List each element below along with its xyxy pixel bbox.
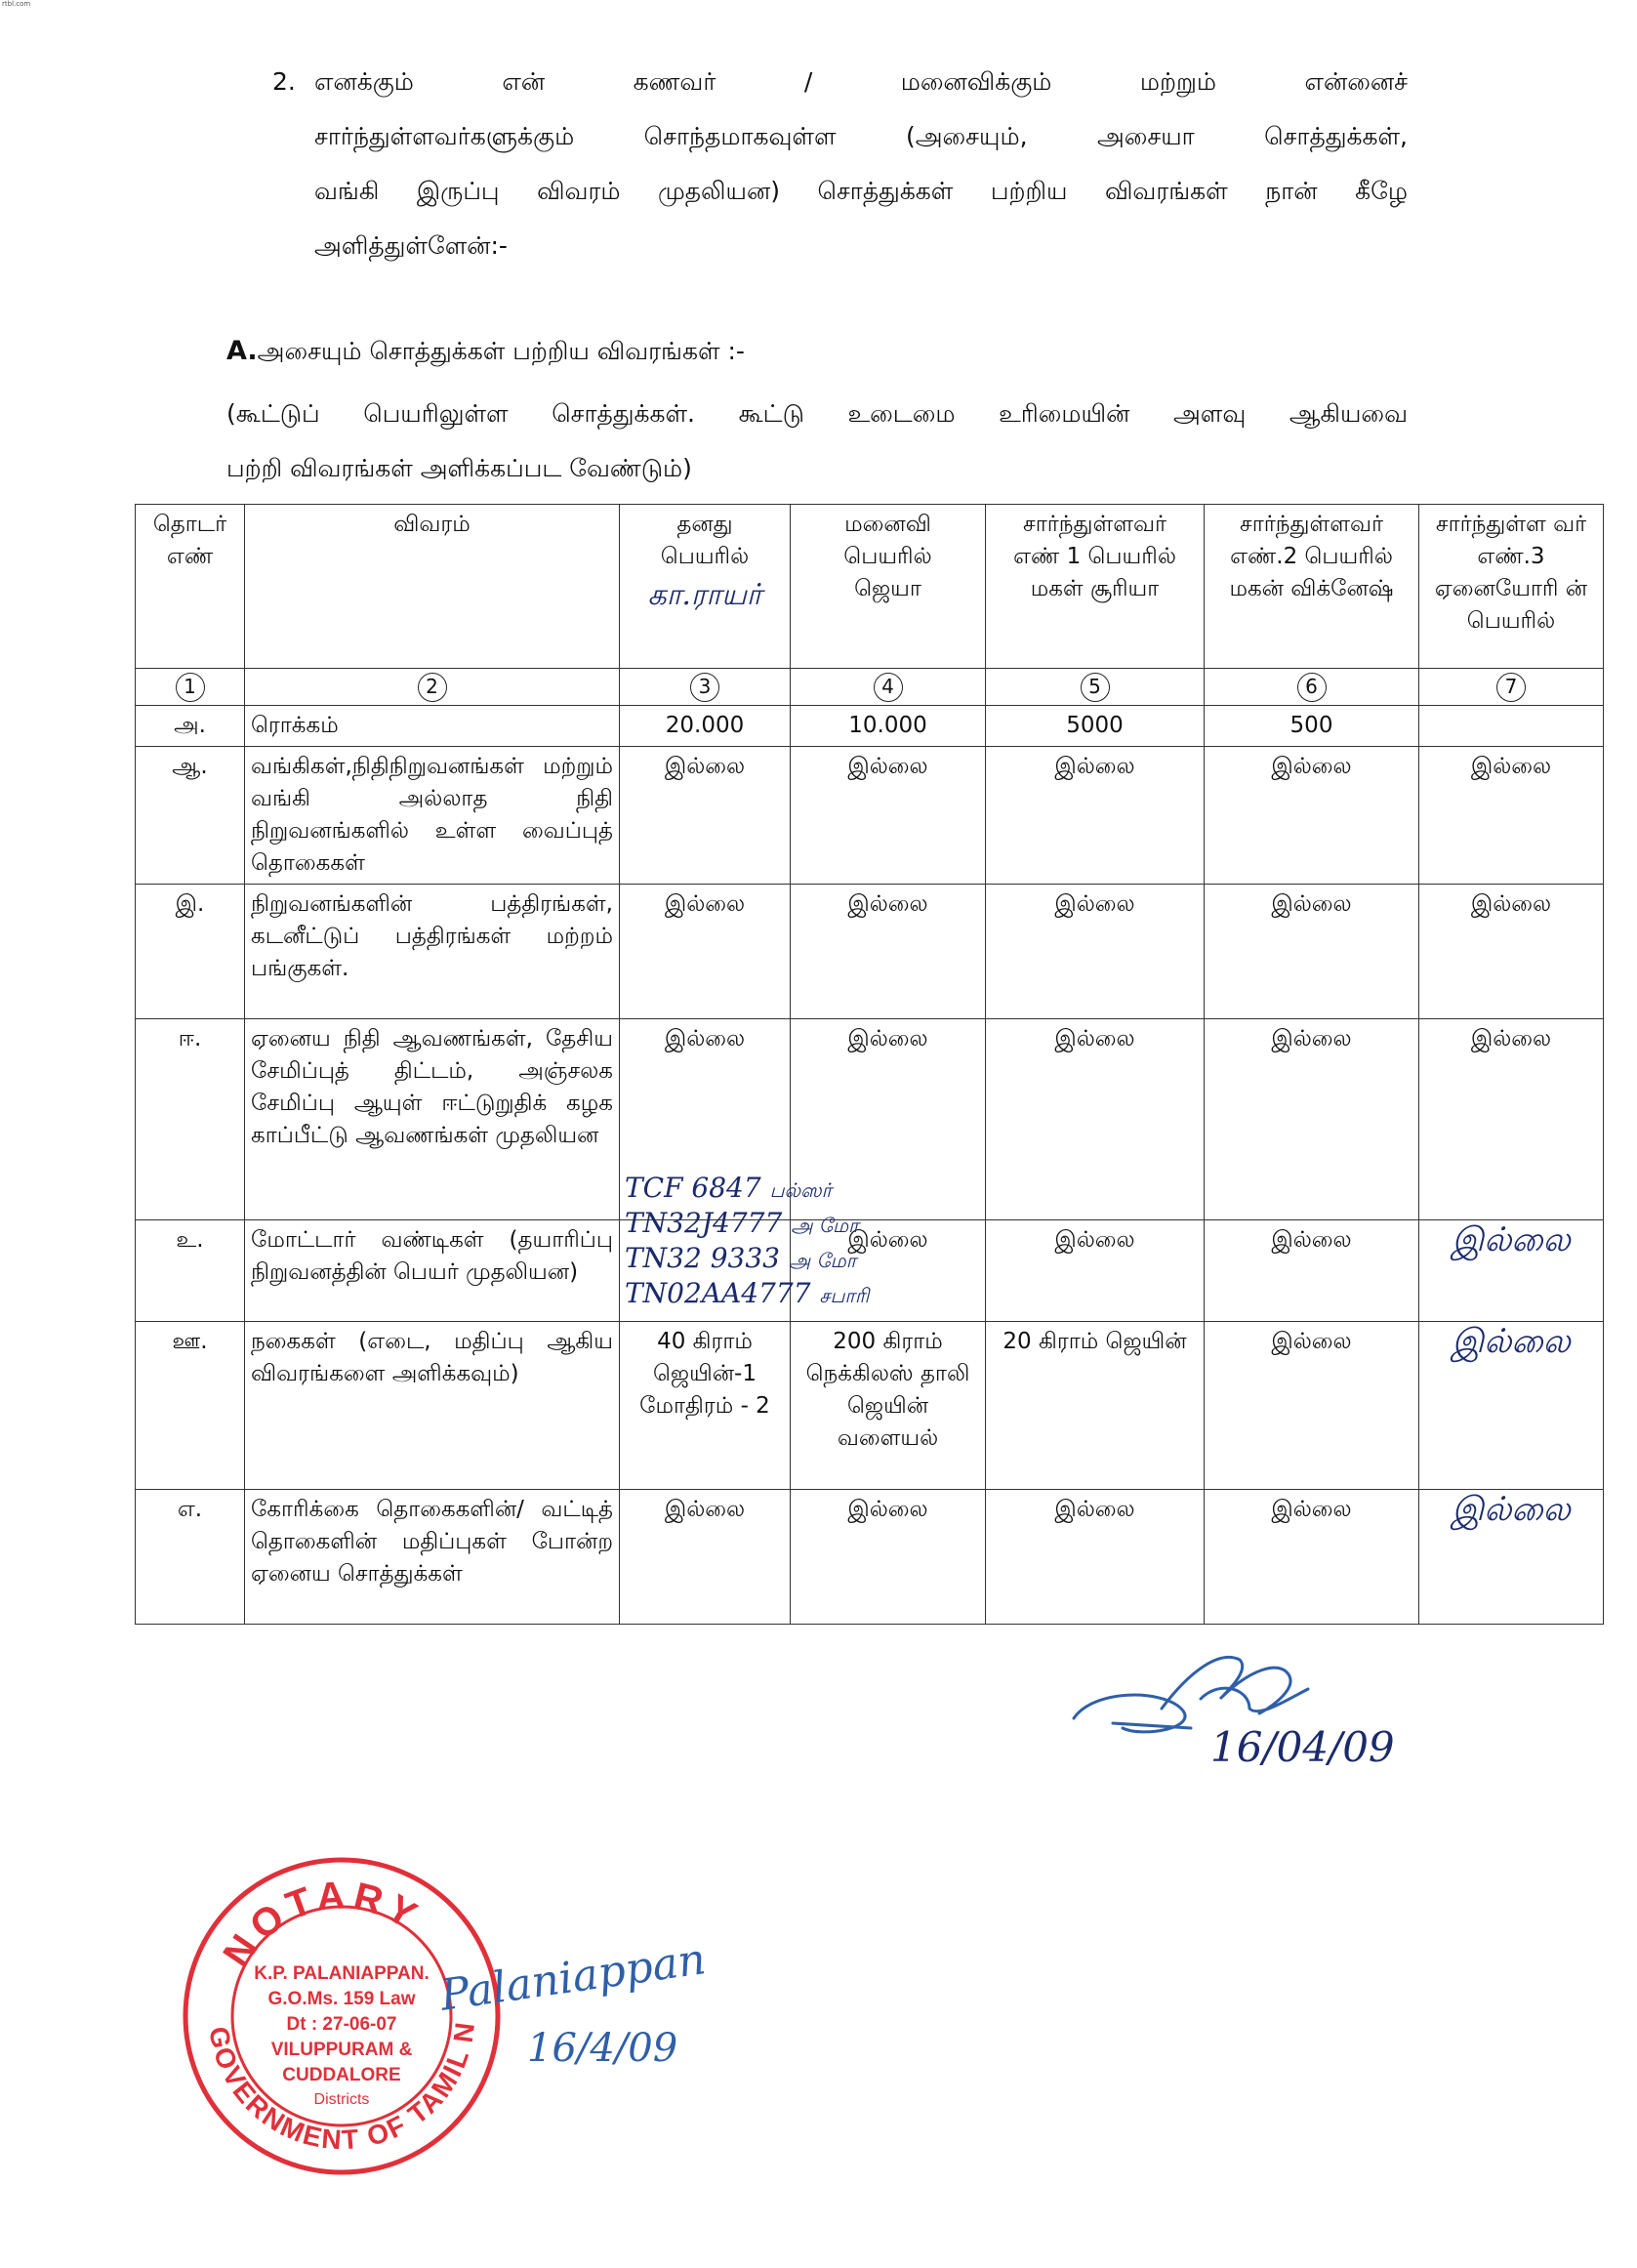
vehicle-entry xyxy=(625,1207,937,1242)
row-self: இல்லை xyxy=(620,1490,791,1625)
intro-number: 2. xyxy=(272,67,296,96)
table-row-jewellery xyxy=(136,1322,1604,1490)
row-wife: இல்லை xyxy=(791,885,986,1019)
row-dep2: இல்லை xyxy=(1205,885,1419,1019)
row-wife: இல்லை xyxy=(791,1490,986,1625)
col-number-circle: 2 xyxy=(418,673,447,702)
row-dep2: இல்லை xyxy=(1205,747,1419,885)
table-row-bonds xyxy=(136,885,1604,1019)
row-dep1: 5000 xyxy=(986,706,1205,747)
signature-date: 16/04/09 xyxy=(1210,1723,1395,1771)
vehicle-entry xyxy=(625,1277,937,1312)
declarant-signature xyxy=(1054,1630,1395,1800)
stamp-line: CUDDALORE xyxy=(282,2065,401,2085)
row-desc: கோரிக்கை தொகைகளின்/ வட்டித் தொகைளின் மதிப்புகள் போன்ற ஏனைய சொத்துக்கள் xyxy=(245,1490,620,1625)
header-self xyxy=(620,505,791,669)
row-sno: ஈ. xyxy=(136,1019,245,1220)
row-desc: ரொக்கம் xyxy=(245,706,620,747)
row-dep2: இல்லை xyxy=(1205,1490,1419,1625)
row-sno: அ. xyxy=(136,706,245,747)
row-desc: நிறுவனங்களின் பத்திரங்கள், கடனீட்டுப் பத்திரங்கள் மற்றம் பங்குகள். xyxy=(245,885,620,1019)
header-dep2: சார்ந்துள்ளவர் எண்.2 பெயரில் மகன் விக்னேஷ் xyxy=(1205,505,1419,669)
row-sno: எ. xyxy=(136,1490,245,1625)
vehicle-note: அ மோ xyxy=(788,1249,857,1272)
row-dep3: இல்லை xyxy=(1419,1490,1604,1625)
col-number-circle: 1 xyxy=(176,673,205,702)
col-number-circle: 5 xyxy=(1081,673,1110,702)
col-number xyxy=(1205,669,1419,706)
row-sno: உ. xyxy=(136,1220,245,1322)
vehicle-reg: TN02AA4777 xyxy=(625,1277,811,1309)
stamp-line: K.P. PALANIAPPAN. xyxy=(254,1963,430,1984)
row-dep1: இல்லை xyxy=(986,1019,1205,1220)
row-wife: 200 கிராம் நெக்கிலஸ் தாலி ஜெயின் வளையல் xyxy=(791,1322,986,1490)
col-number-row xyxy=(136,669,1604,706)
stamp-top-text: NOTARY xyxy=(215,1874,430,1975)
col-number xyxy=(1419,669,1604,706)
row-dep1: இல்லை xyxy=(986,1490,1205,1625)
row-self: 20.000 xyxy=(620,706,791,747)
col-number-circle: 7 xyxy=(1496,673,1526,702)
section-title: அசையும் சொத்துக்கள் பற்றிய விவரங்கள் :- xyxy=(257,337,745,365)
stamp-line: Districts xyxy=(313,2091,370,2108)
header-self-label: தனது பெயரில் xyxy=(660,512,750,569)
row-desc: நகைகள் (எடை, மதிப்பு ஆகிய விவரங்களை அளிக்கவும்) xyxy=(245,1322,620,1490)
note-line-1: (கூட்டுப் பெயரிலுள்ள சொத்துக்கள். கூட்டு உடைமை உரிமையின் அளவு ஆகியவை xyxy=(226,399,1408,428)
notary-handwritten-date: 16/4/09 xyxy=(527,2026,678,2071)
col-number xyxy=(986,669,1205,706)
section-a-heading xyxy=(226,332,745,371)
col-number xyxy=(620,669,791,706)
header-dep1: சார்ந்துள்ளவர் எண் 1 பெயரில் மகள் சூரியா xyxy=(986,505,1205,669)
stamp-line: G.O.Ms. 159 Law xyxy=(267,1989,416,2009)
intro-line-2: சார்ந்துள்ளவர்களுக்கும் சொந்தமாகவுள்ள (அசையும், அசையா சொத்துக்கள், xyxy=(314,122,1408,150)
col-number-circle: 3 xyxy=(690,673,719,702)
vehicle-note: பல்ஸர் xyxy=(769,1178,833,1202)
row-dep2: இல்லை xyxy=(1205,1322,1419,1490)
vehicle-entry xyxy=(625,1172,937,1207)
row-dep1: 20 கிராம் ஜெயின் xyxy=(986,1322,1205,1490)
vehicle-entry xyxy=(625,1242,937,1277)
header-wife: மனைவி பெயரில் ஜெயா xyxy=(791,505,986,669)
vehicle-reg: TN32 9333 xyxy=(625,1242,780,1274)
vehicle-handwritten-notes xyxy=(625,1172,937,1312)
row-wife: இல்லை xyxy=(791,1019,986,1220)
stamp-line: VILUPPURAM & xyxy=(270,2040,413,2060)
row-dep2: இல்லை xyxy=(1205,1019,1419,1220)
row-dep3: இல்லை xyxy=(1419,747,1604,885)
row-dep1: இல்லை xyxy=(986,885,1205,1019)
row-desc: வங்கிகள்,நிதிநிறுவனங்கள் மற்றும் வங்கி அல்லாத நிதி நிறுவனங்களில் உள்ள வைப்புத் தொகைகள் xyxy=(245,747,620,885)
row-dep2: 500 xyxy=(1205,706,1419,747)
header-sno: தொடர் எண் xyxy=(136,505,245,669)
table-row-claims xyxy=(136,1490,1604,1625)
note-line-2: பற்றி விவரங்கள் அளிக்கப்பட வேண்டும்) xyxy=(226,454,692,482)
row-sno: ஊ. xyxy=(136,1322,245,1490)
notary-handwritten-name: Palaniappan xyxy=(436,1934,709,2021)
vehicle-note: அ மோ xyxy=(791,1214,859,1237)
col-number-circle: 6 xyxy=(1297,673,1327,702)
row-wife: 10.000 xyxy=(791,706,986,747)
header-dep3: சார்ந்துள்ள வர் எண்.3 ஏனையோரி ன் பெயரில் xyxy=(1419,505,1604,669)
intro-line-4: அளித்துள்ளேன்:- xyxy=(314,231,508,260)
row-wife: இல்லை xyxy=(791,1220,986,1322)
section-note xyxy=(226,387,1408,496)
row-dep3: இல்லை xyxy=(1419,885,1604,1019)
table-row-deposits xyxy=(136,747,1604,885)
row-desc: மோட்டார் வண்டிகள் (தயாரிப்பு நிறுவனத்தின் பெயர் முதலியன) xyxy=(245,1220,620,1322)
row-dep1: இல்லை xyxy=(986,747,1205,885)
row-self: இல்லை xyxy=(620,885,791,1019)
table-row-cash xyxy=(136,706,1604,747)
movable-assets-table xyxy=(135,504,1604,1625)
col-number xyxy=(245,669,620,706)
vehicle-reg: TCF 6847 xyxy=(625,1172,761,1204)
row-self: இல்லை xyxy=(620,747,791,885)
row-self: இல்லை xyxy=(620,1019,791,1220)
header-self-handwritten: கா.ராயர் xyxy=(647,578,762,612)
col-number xyxy=(791,669,986,706)
intro-paragraph xyxy=(272,55,1408,273)
row-dep3: இல்லை xyxy=(1419,1322,1604,1490)
row-desc: ஏனைய நிதி ஆவணங்கள், தேசிய சேமிப்புத் திட்டம், அஞ்சலக சேமிப்பு ஆயுள் ஈட்டுறுதிக் கழக காப்பீட்டு ஆவணங்கள் முதலியன xyxy=(245,1019,620,1220)
col-number-circle: 4 xyxy=(874,673,903,702)
row-sno: ஆ. xyxy=(136,747,245,885)
row-wife: இல்லை xyxy=(791,747,986,885)
stamp-line: Dt : 27-06-07 xyxy=(286,2014,397,2035)
signature-scribble-icon xyxy=(1054,1630,1386,1796)
row-dep1: இல்லை xyxy=(986,1220,1205,1322)
corner-mark: rtbl.com xyxy=(2,0,31,8)
row-self: 40 கிராம் ஜெயின்-1 மோதிரம் - 2 xyxy=(620,1322,791,1490)
row-dep3: இல்லை xyxy=(1419,1220,1604,1322)
header-desc: விவரம் xyxy=(245,505,620,669)
row-dep3 xyxy=(1419,706,1604,747)
intro-line-1: எனக்கும் என் கணவர் / மனைவிக்கும் மற்றும் என்னைச் xyxy=(314,67,1408,96)
vehicle-reg: TN32J4777 xyxy=(625,1207,783,1239)
row-sno: இ. xyxy=(136,885,245,1019)
vehicle-note: சபாரி xyxy=(819,1284,870,1307)
row-dep2: இல்லை xyxy=(1205,1220,1419,1322)
stamp-ring-text: GOVERNMENT OF TAMIL N xyxy=(203,2018,481,2156)
col-number xyxy=(136,669,245,706)
row-dep3: இல்லை xyxy=(1419,1019,1604,1220)
intro-line-3: வங்கி இருப்பு விவரம் முதலியன) சொத்துக்கள் பற்றிய விவரங்கள் நான் கீழே xyxy=(314,177,1408,205)
table-header-row xyxy=(136,505,1604,669)
section-letter: A. xyxy=(226,336,258,366)
